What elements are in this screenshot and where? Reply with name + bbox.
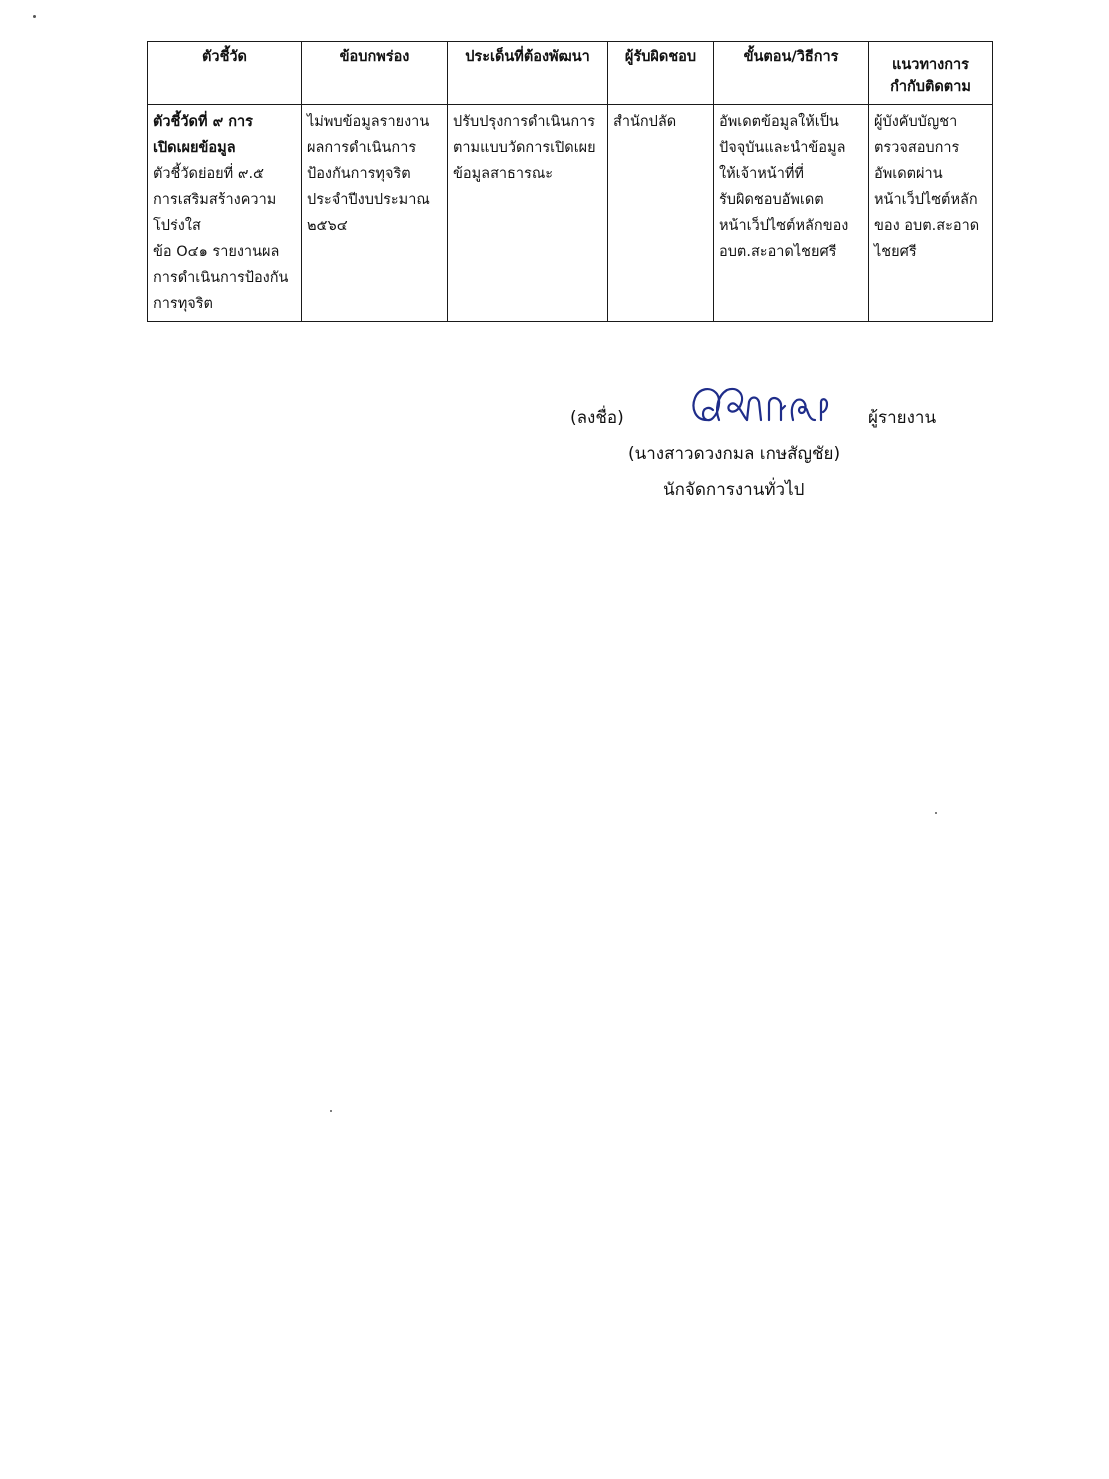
header-monitoring-line: แนวทางการ — [892, 57, 969, 73]
header-monitoring — [869, 42, 993, 105]
paper-speck — [935, 812, 937, 814]
weakness-line: ผลการดำเนินการ — [307, 140, 417, 156]
cell-indicator — [148, 105, 302, 322]
signature-suffix: ผู้รายงาน — [868, 408, 937, 428]
indicator-line: ตัวชี้วัดที่ ๙ การ — [153, 114, 253, 130]
method-line: ปัจจุบันและนำข้อมูล — [719, 140, 846, 156]
indicator-line: โปร่งใส — [153, 218, 201, 234]
indicator-line: การดำเนินการป้องกัน — [153, 270, 289, 286]
method-line: รับผิดชอบอัพเดต — [719, 192, 824, 208]
monitoring-line: ผู้บังคับบัญชา — [874, 114, 958, 130]
table-header-row — [148, 42, 993, 105]
header-indicator: ตัวชี้วัด — [148, 42, 302, 105]
issue-line: ปรับปรุงการดำเนินการ — [453, 114, 596, 130]
signature-block — [560, 380, 980, 510]
header-monitoring-line: กำกับติดตาม — [890, 79, 971, 95]
method-line: อบต.สะอาดไชยศรี — [719, 244, 837, 260]
signer-position: นักจัดการงานทั่วไป — [663, 480, 805, 500]
issue-line: ตามแบบวัดการเปิดเผย — [453, 140, 596, 156]
monitoring-line: อัพเดตผ่าน — [874, 166, 943, 182]
cell-weakness — [302, 105, 448, 322]
table-row — [148, 105, 993, 322]
signer-name: (นางสาวดวงกมล เกษสัญชัย) — [628, 444, 841, 464]
method-line: อัพเดตข้อมูลให้เป็น — [719, 114, 839, 130]
weakness-line: ป้องกันการทุจริต — [307, 166, 411, 182]
weakness-line: ๒๕๖๔ — [307, 218, 348, 234]
handwritten-signature — [685, 380, 845, 432]
paper-speck — [330, 1110, 332, 1112]
header-method: ขั้นตอน/วิธีการ — [714, 42, 869, 105]
indicator-line: ข้อ O๔๑ รายงานผล — [153, 244, 280, 260]
header-issue: ประเด็นที่ต้องพัฒนา — [448, 42, 608, 105]
monitoring-line: ไชยศรี — [874, 244, 917, 260]
indicator-line: เปิดเผยข้อมูล — [153, 140, 236, 156]
cell-responsible — [608, 105, 714, 322]
method-line: ให้เจ้าหน้าที่ที่ — [719, 166, 804, 182]
header-responsible: ผู้รับผิดชอบ — [608, 42, 714, 105]
method-line: หน้าเว็ปไซต์หลักของ — [719, 218, 849, 234]
monitoring-line: ของ อบต.สะอาด — [874, 218, 980, 234]
weakness-line: ไม่พบข้อมูลรายงาน — [307, 114, 430, 130]
monitoring-line: หน้าเว็ปไซต์หลัก — [874, 192, 978, 208]
indicator-table — [147, 41, 993, 322]
responsible-text: สำนักปลัด — [613, 114, 677, 130]
issue-line: ข้อมูลสาธารณะ — [453, 166, 554, 182]
indicator-line: การเสริมสร้างความ — [153, 192, 277, 208]
cell-issue — [448, 105, 608, 322]
indicator-line: ตัวชี้วัดย่อยที่ ๙.๕ — [153, 166, 265, 182]
cell-monitoring — [869, 105, 993, 322]
cell-method — [714, 105, 869, 322]
header-weakness: ข้อบกพร่อง — [302, 42, 448, 105]
paper-speck — [33, 15, 36, 18]
signature-prefix: (ลงชื่อ) — [570, 408, 624, 428]
monitoring-line: ตรวจสอบการ — [874, 140, 960, 156]
weakness-line: ประจำปีงบประมาณ — [307, 192, 430, 208]
indicator-line: การทุจริต — [153, 296, 213, 312]
